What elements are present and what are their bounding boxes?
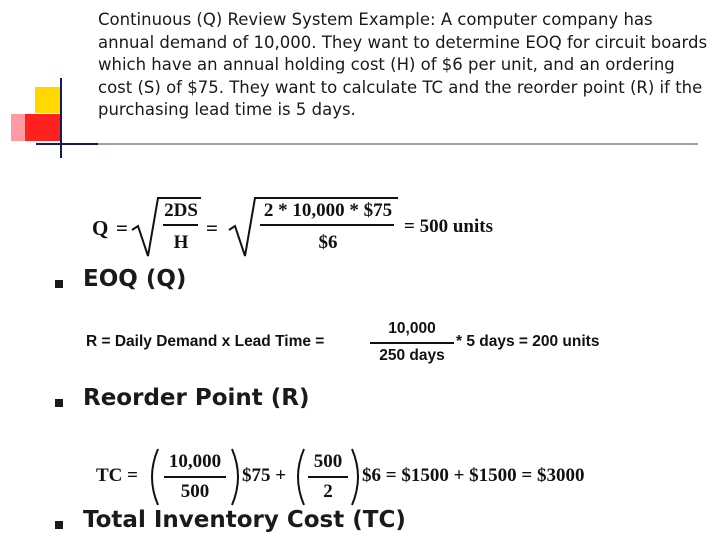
logo-horizontal-line [36,143,98,145]
reorder-fraction-bar [370,342,454,344]
bullet-marker-2 [55,399,65,409]
eoq-frac2-num: 2 * 10,000 * $75 [263,200,393,221]
eoq-result: = 500 units [404,216,493,237]
eoq-formula [88,192,528,262]
bullet-marker-3 [55,521,65,531]
eoq-frac1-den: H [173,232,189,253]
bullet-marker-1 [55,280,65,290]
logo-vertical-line [60,78,62,158]
tc-frac2-den: 2 [323,481,333,502]
title-divider-line [36,143,698,145]
eoq-frac1-num: 2DS [164,200,198,221]
tc-frac1-num: 10,000 [168,451,222,472]
paren-right-1 [232,449,238,505]
tc-mid: $75 + [242,465,287,486]
reorder-lhs: R = Daily Demand x Lead Time = [86,333,325,350]
eoq-equals-2: = [206,216,218,240]
paren-left-2 [298,449,304,505]
slide-title: Continuous (Q) Review System Example: A computer company has annual demand of 10,000. They want to determine EOQ for circuit boards which have an annual holding cost (H) of $6 per unit, and an ordering cost (S) of $75. They want to calculate TC and the reorder point (R) if the purchasing lead time is 5 days. [98,10,708,119]
tc-frac2-num: 500 [313,451,343,472]
reorder-rhs: * 5 days = 200 units [456,333,600,350]
reorder-frac-num: 10,000 [388,320,436,337]
tc-rhs: $6 = $1500 + $1500 = $3000 [362,465,585,486]
paren-left-1 [152,449,158,505]
logo-pink-square [11,114,25,141]
tc-lhs: TC = [96,465,138,486]
eoq-frac2-den: $6 [318,232,338,253]
eoq-lhs: Q [92,216,109,240]
bullet-eoq: EOQ (Q) [83,266,187,292]
logo-yellow-square [35,87,61,113]
tc-formula [96,447,636,507]
reorder-frac-den: 250 days [379,347,445,364]
reorder-formula [86,318,646,368]
tc-frac1-den: 500 [180,481,210,502]
paren-right-2 [352,449,358,505]
bullet-reorder-point: Reorder Point (R) [83,385,310,411]
bullet-total-inventory-cost: Total Inventory Cost (TC) [83,507,406,533]
eoq-equals: = [116,216,128,240]
